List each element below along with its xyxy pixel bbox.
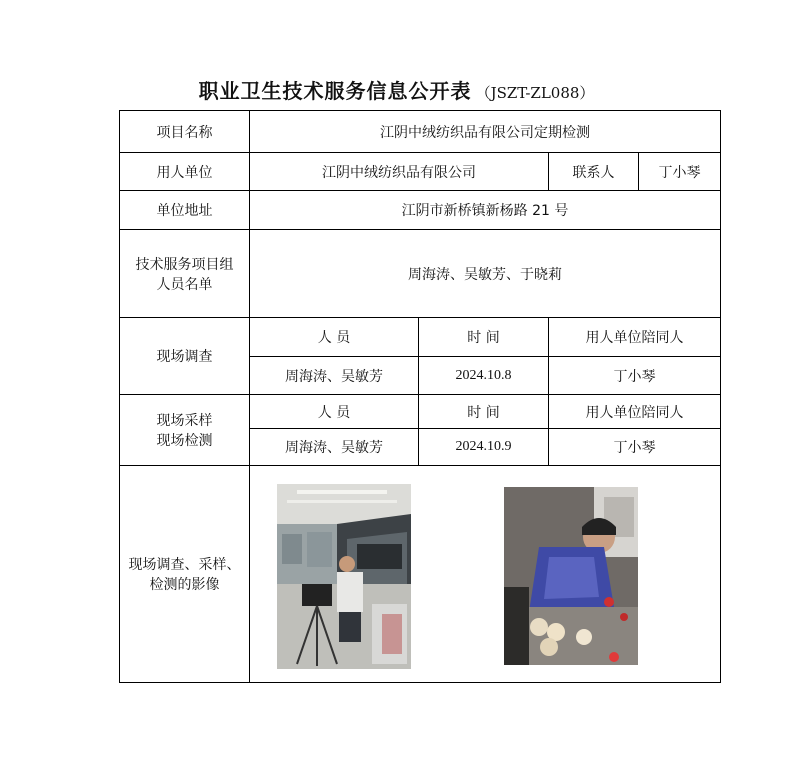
sampling-persons: 周海涛、吴敏芳 [250,429,419,466]
sampling-header-time: 时 间 [419,395,549,429]
info-table [119,110,721,683]
row-survey-header [120,318,721,357]
images-label-line2: 检测的影像 [149,577,220,593]
sampling-companion: 丁小琴 [549,429,721,466]
row-project [120,111,721,153]
survey-persons: 周海涛、吴敏芳 [250,357,419,395]
team-label-line2: 人员名单 [156,276,213,293]
sampling-label [120,395,250,466]
survey-header-time: 时 间 [419,318,549,357]
site-photo-workstation [504,487,638,665]
contact-label: 联系人 [549,153,639,191]
images-label-line1: 现场调查、采样、 [128,557,241,573]
sampling-header-companion: 用人单位陪同人 [549,395,721,429]
title-code: （JSZT-ZL088） [475,84,595,102]
address-label: 单位地址 [120,191,250,230]
survey-companion: 丁小琴 [549,357,721,395]
address-value: 江阴市新桥镇新杨路 21 号 [250,191,721,230]
team-value: 周海涛、吴敏芳、于晓莉 [250,230,721,318]
row-address [120,191,721,230]
survey-label: 现场调查 [120,318,250,395]
sampling-label-line2: 现场检测 [156,433,213,449]
survey-header-persons: 人 员 [250,318,419,357]
images-label [120,466,250,683]
page-title [0,75,793,104]
images-cell [250,466,721,683]
site-photo-factory [277,484,411,669]
employer-value: 江阴中绒纺织品有限公司 [250,153,549,191]
project-value: 江阴中绒纺织品有限公司定期检测 [250,111,721,153]
sampling-label-line1: 现场采样 [156,413,213,429]
team-label-line1: 技术服务项目组 [135,256,234,273]
row-sampling-header [120,395,721,429]
row-images [120,466,721,683]
row-employer [120,153,721,191]
project-label: 项目名称 [120,111,250,153]
contact-value: 丁小琴 [639,153,721,191]
team-label [120,230,250,318]
sampling-header-persons: 人 员 [250,395,419,429]
survey-date: 2024.10.8 [419,357,549,395]
sampling-date: 2024.10.9 [419,429,549,466]
row-team [120,230,721,318]
survey-header-companion: 用人单位陪同人 [549,318,721,357]
title-main: 职业卫生技术服务信息公开表 [198,79,472,103]
employer-label: 用人单位 [120,153,250,191]
